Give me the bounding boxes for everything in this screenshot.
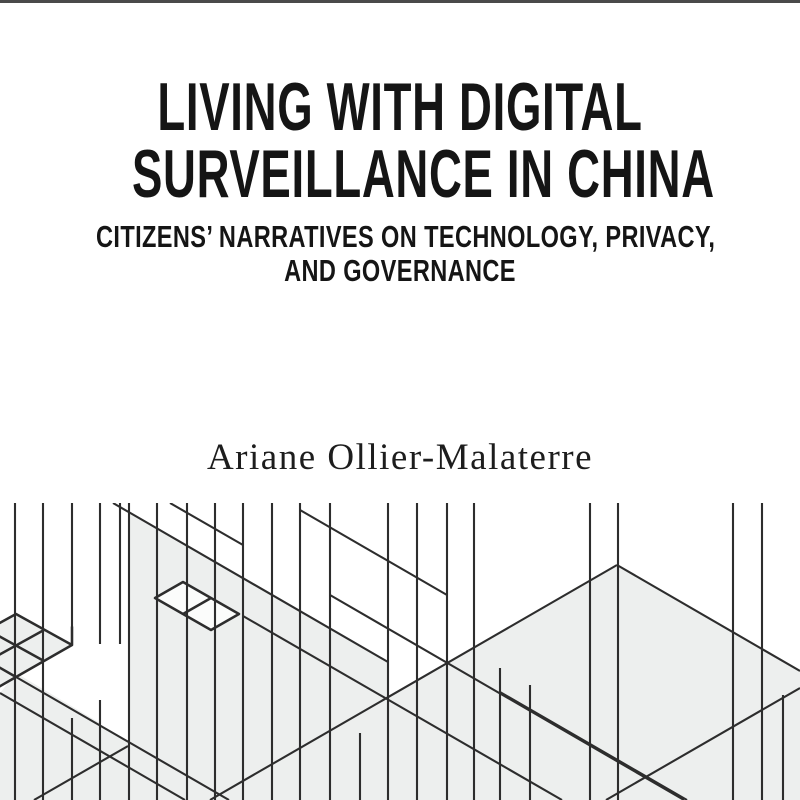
author-name: Ariane Ollier-Malaterre [206,437,594,478]
subtitle-line-2: AND GOVERNANCE [284,253,516,288]
isometric-artwork [0,503,800,800]
subtitle-line-1: CITIZENS’ NARRATIVES ON TECHNOLOGY, PRIVACY, [96,219,716,254]
book-subtitle [0,220,800,288]
title-line-1: LIVING WITH DIGITAL [157,69,643,145]
book-title [0,69,800,212]
top-edge-line [0,0,800,3]
title-line-2: SURVEILLANCE IN CHINA [132,136,715,212]
